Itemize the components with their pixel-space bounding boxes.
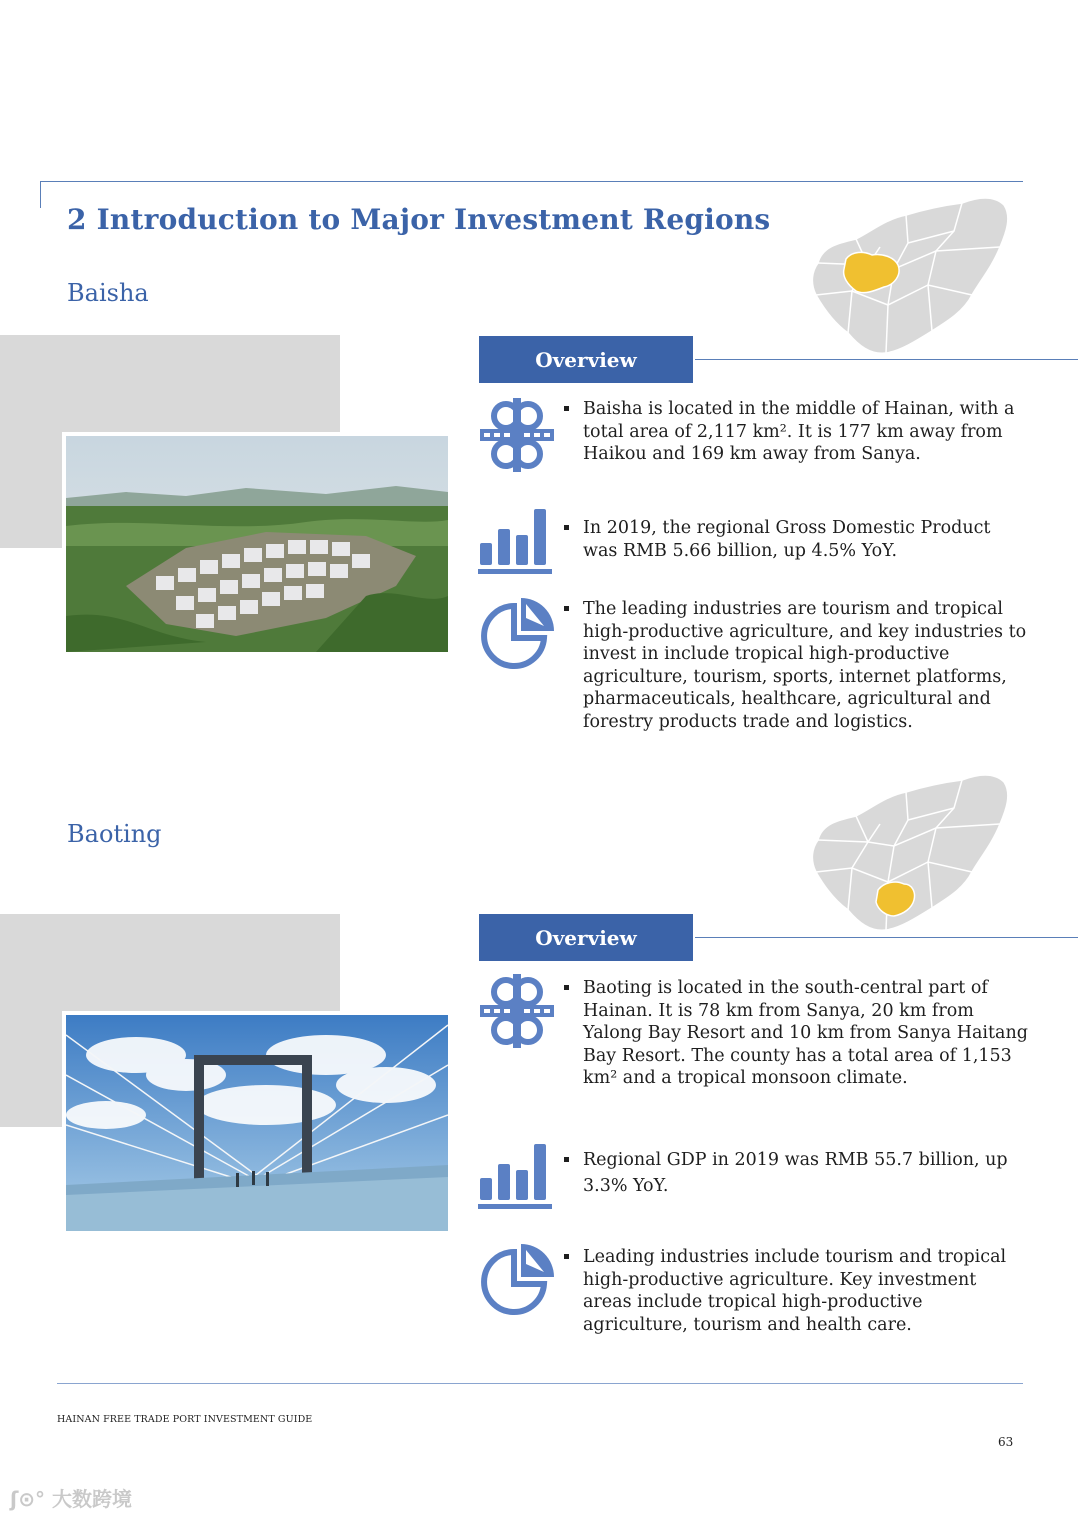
bullet-text: ▪ The leading industries are tourism and tropical high-productive agriculture, and key industries to invest in include tropical high-productive agriculture, tourism, sports, internet platforms, pharmaceuticals, healthcare, agricultural and forestry products trade and logistics.: [581, 598, 1029, 733]
overview-header-baoting: Overview: [479, 914, 693, 961]
title-frame-left-line: [40, 181, 41, 208]
pie-chart-icon: [478, 1242, 556, 1320]
page-number: 63: [998, 1435, 1014, 1449]
watermark-text: 大数跨境: [52, 1487, 133, 1511]
bullet-gdp-baisha: [559, 517, 1029, 562]
baoting-glass-bridge-photo: [62, 1011, 452, 1235]
bullet-industries-baoting: [559, 1246, 1029, 1336]
region-name-baoting: Baoting: [67, 820, 162, 848]
bullet-text: ▪ In 2019, the regional Gross Domestic Product was RMB 5.66 billion, up 4.5% YoY.: [581, 517, 1029, 562]
bar-chart-icon: [478, 1140, 556, 1218]
location-icon: [478, 396, 556, 474]
bullet-location-baoting: [559, 977, 1029, 1090]
hainan-map-baisha-highlight: [808, 195, 1013, 355]
region-name-baisha: Baisha: [67, 279, 149, 307]
bullet-gdp-baoting: [559, 1147, 1029, 1199]
bullet-text: ▪ Baisha is located in the middle of Hainan, with a total area of 2,117 km². It is 177 km away from Haikou and 169 km away from Sanya.: [581, 398, 1029, 466]
bullet-industries-baisha: [559, 598, 1029, 733]
overview-rule-baisha: [695, 359, 1078, 360]
footer-guide-title: HAINAN FREE TRADE PORT INVESTMENT GUIDE: [57, 1414, 313, 1425]
location-icon: [478, 972, 556, 1050]
overview-rule-baoting: [695, 937, 1078, 938]
baisha-village-photo: [62, 432, 452, 656]
hainan-map-baoting-highlight: [808, 772, 1013, 932]
bullet-text: ▪ Leading industries include tourism and tropical high-productive agriculture. Key investment areas include tropical high-productive agriculture, tourism and health care.: [581, 1246, 1029, 1336]
watermark-symbol: ʃ⊙°: [10, 1487, 46, 1511]
watermark-logo: [10, 1483, 132, 1512]
bullet-text: ▪ Regional GDP in 2019 was RMB 55.7 billion, up 3.3% YoY.: [581, 1147, 1029, 1199]
footer-rule: [57, 1383, 1023, 1384]
pie-chart-icon: [478, 596, 556, 674]
overview-header-baisha: Overview: [479, 336, 693, 383]
bullet-location-baisha: [559, 398, 1029, 466]
bar-chart-icon: [478, 505, 556, 583]
bullet-text: ▪ Baoting is located in the south-central part of Hainan. It is 78 km from Sanya, 20 km from Yalong Bay Resort and 10 km from Sanya Haitang Bay Resort. The county has a total area of 1,153 km² and a tropical monsoon climate.: [581, 977, 1029, 1090]
title-frame-top-line: [40, 181, 1023, 182]
page-title: 2 Introduction to Major Investment Regions: [67, 203, 771, 236]
